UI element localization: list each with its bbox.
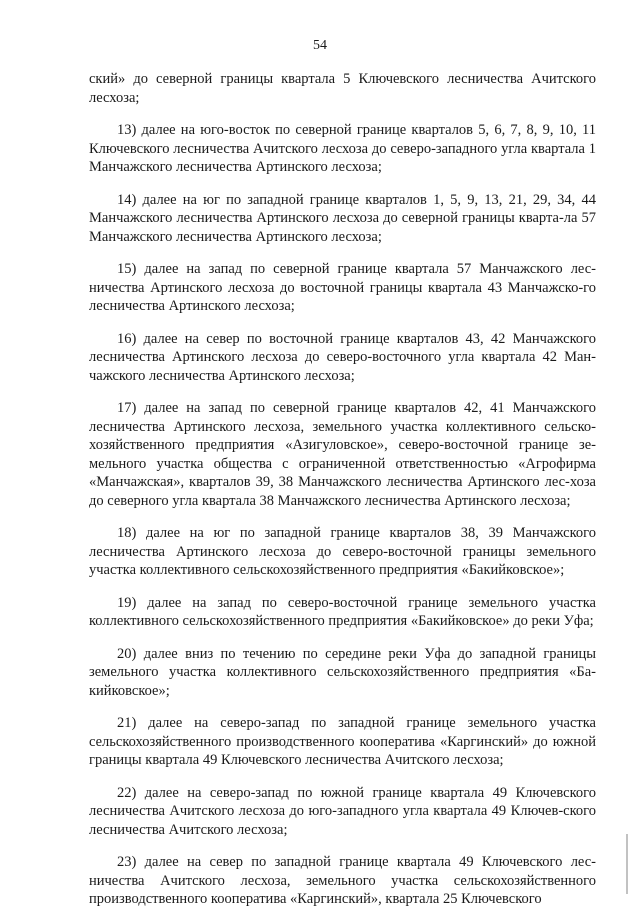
paragraph-item-21: 21) далее на северо-запад по западной границе земельного участка сельскохозяйственного производственного кооператива «Каргинский» до южной границы квартала 49 Ключевского лесничества Ачитского лесхоза; xyxy=(89,715,596,768)
paragraph-item-19: 19) далее на запад по северо-восточной границе земельного участка коллективного сельскохозяйственного предприятия «Бакийковское» до реки Уфа; xyxy=(89,594,596,629)
paragraph-item-17: 17) далее на запад по северной границе кварталов 42, 41 Манчажского лесничества Артинского лесхоза, земельного участка коллективного сельско-хозяйственного предприятия «Азигуловское», северо-восточной границе зе-мельного участка общества с ограниченной ответственностью «Агрофирма «Манчажская», кварталов 39, 38 Манчажского лесничества Артинского лес-хоза до северного угла квартала 38 Манчажского лесничества Артинского лесхоза; xyxy=(89,400,596,509)
paragraph-item-14: 14) далее на юг по западной границе кварталов 1, 5, 9, 13, 21, 29, 34, 44 Манчажского лесничества Артинского лесхоза до северной границы кварта-ла 57 Манчажского лесничества Артинского лесхоза; xyxy=(89,191,596,245)
paragraph-item-23: 23) далее на север по западной границе квартала 49 Ключевского лес-ничества Ачитского лесхоза, земельного участка сельскохозяйственного производственного кооператива «Каргинский», квартала 25 Ключевского xyxy=(89,854,596,907)
paragraph-item-18: 18) далее на юг по западной границе кварталов 38, 39 Манчажского лесничества Артинского лесхоза до северо-восточной границы земельного участка коллективного сельскохозяйственного предприятия «Бакийковское»; xyxy=(89,525,596,578)
page-number: 54 xyxy=(313,38,327,53)
paragraph-item-15: 15) далее на запад по северной границе квартала 57 Манчажского лес-ничества Артинского лесхоза до восточной границы квартала 43 Манчажско-го лесничества Артинского лесхоза; xyxy=(89,261,596,314)
scan-edge-mark xyxy=(626,834,628,894)
paragraph-item-20: 20) далее вниз по течению по середине реки Уфа до западной границы земельного участка коллективного сельскохозяйственного предприятия «Ба-кийковское»; xyxy=(89,645,596,699)
paragraph-item-16: 16) далее на север по восточной границе кварталов 43, 42 Манчажского лесничества Артинского лесхоза до северо-восточного угла квартала 42 Ман-чажского лесничества Артинского лесхоза; xyxy=(89,330,596,384)
paragraph-continuation: ский» до северной границы квартала 5 Ключевского лесничества Ачитского лесхоза; xyxy=(89,71,596,106)
paragraph-item-13: 13) далее на юго-восток по северной границе кварталов 5, 6, 7, 8, 9, 10, 11 Ключевского лесничества Ачитского лесхоза до северо-западного угла квартала 1 Манчажского лесничества Артинского лесхоза; xyxy=(89,122,596,175)
paragraph-item-22: 22) далее на северо-запад по южной границе квартала 49 Ключевского лесничества Ачитского лесхоза до юго-западного угла квартала 49 Ключев-ского лесничества Ачитского лесхоза; xyxy=(89,784,596,838)
document-body xyxy=(89,70,596,923)
